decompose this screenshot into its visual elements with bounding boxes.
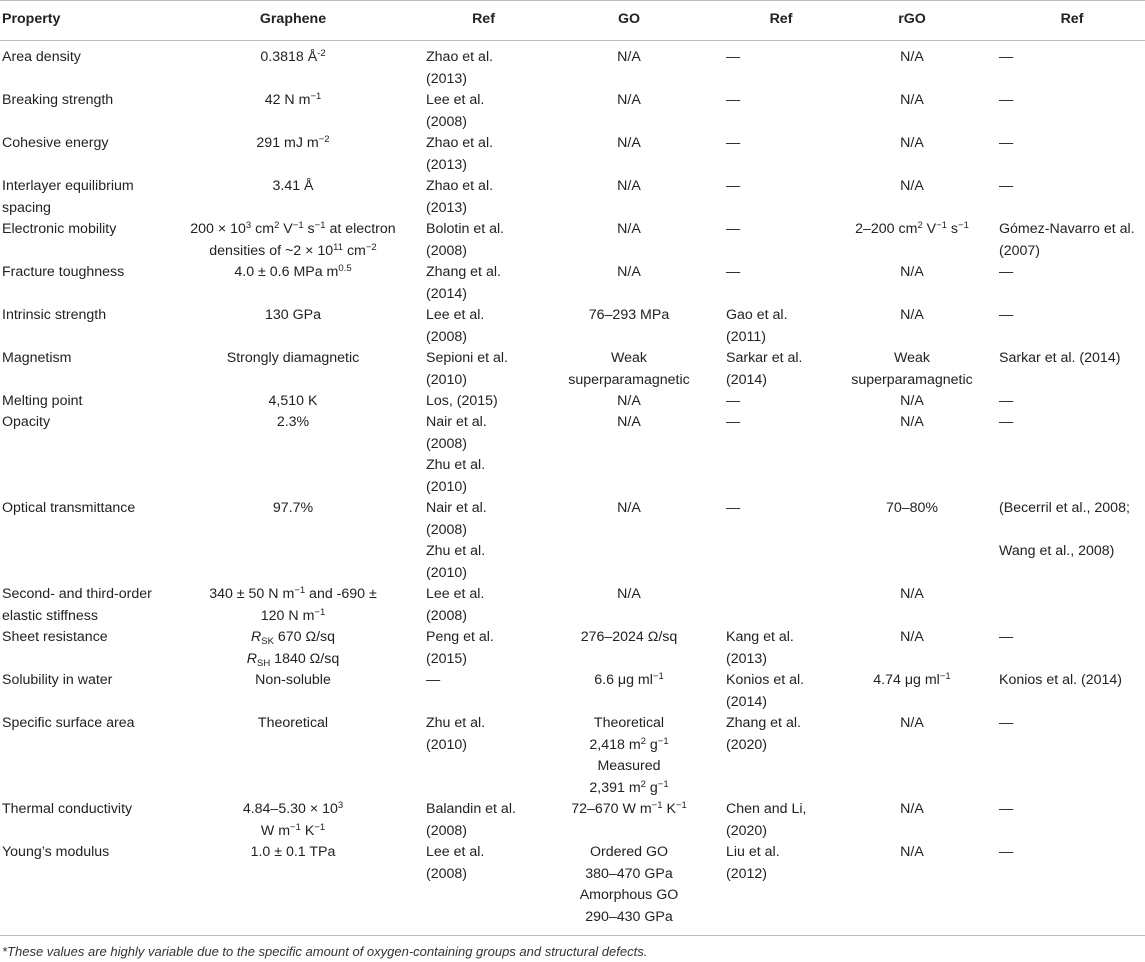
cell-line: (2020) (726, 736, 768, 753)
cell-go (540, 391, 718, 413)
cell-line: N/A (617, 221, 641, 237)
cell-rgo (832, 305, 992, 327)
cell-rgo (832, 584, 992, 606)
cell-line: Zhao et al. (426, 49, 494, 65)
cell-line: Konios et al. (2014) (999, 672, 1123, 688)
cell-graphene (168, 412, 418, 434)
cell-ref-go (726, 176, 836, 198)
cell-line: Peng et al. (426, 629, 494, 645)
cell-graphene (168, 627, 418, 670)
cell-line: 4.0 ± 0.6 MPa $m^{0.5}$ (234, 263, 352, 280)
cell-line: Thermal conductivity (2, 801, 133, 817)
cell-line: N/A (617, 414, 641, 430)
cell-ref-graphene (426, 670, 541, 692)
cell-ref-go (726, 305, 836, 348)
cell-graphene (168, 842, 418, 864)
cell-graphene (168, 47, 418, 69)
cell-line: (2013) (426, 199, 468, 216)
header-rule (0, 40, 1145, 41)
cell-go (540, 90, 718, 112)
cell-line: — (726, 92, 741, 108)
cell-line: Wang et al., 2008) (999, 543, 1115, 559)
cell-go (540, 584, 718, 606)
cell-line: Zhang et al. (426, 264, 501, 280)
cell-line: 130 GPa (264, 307, 321, 323)
cell-rgo (832, 391, 992, 413)
cell-ref-graphene (426, 262, 541, 305)
cell-ref-graphene (426, 713, 541, 756)
cell-line: (2008) (426, 242, 468, 259)
cell-line: 4,510 K (268, 393, 318, 409)
cell-line: Lee et al. (426, 307, 485, 323)
cell-ref-go (726, 47, 836, 69)
cell-line: Strongly diamagnetic (226, 350, 360, 366)
cell-line: — (726, 221, 741, 237)
cell-line: Solubility in water (2, 672, 113, 688)
cell-line: 97.7% (272, 500, 314, 516)
cell-line: $R_{SH}$ 1840 Ω/sq (246, 650, 340, 669)
header-graphene: Graphene (259, 11, 327, 27)
cell-ref-go (726, 713, 836, 756)
cell-line: Second- and third-order (2, 586, 152, 602)
cell-line: (2013) (426, 156, 468, 173)
cell-ref-rgo (999, 348, 1145, 370)
cell-ref-rgo (999, 90, 1145, 112)
cell-rgo (832, 412, 992, 434)
cell-line: Sheet resistance (2, 629, 108, 645)
cell-line: 120 N $m^{-1}$ (260, 606, 326, 624)
cell-go (540, 305, 718, 327)
cell-ref-go (726, 348, 836, 391)
cell-property (2, 305, 167, 327)
cell-line: (2014) (426, 285, 468, 302)
cell-line: Amorphous GO (579, 887, 679, 903)
cell-property (2, 133, 167, 155)
cell-line: N/A (900, 264, 924, 280)
header-ref-go: Ref (769, 11, 793, 27)
cell-property (2, 391, 167, 413)
cell-line: N/A (617, 49, 641, 65)
cell-line: Theoretical (593, 715, 665, 731)
cell-ref-go (726, 627, 836, 670)
cell-rgo (832, 219, 992, 241)
header-ref-rgo: Ref (1060, 11, 1084, 27)
cell-ref-rgo (999, 842, 1145, 864)
cell-line: Cohesive energy (2, 135, 109, 151)
cell-line: Sepioni et al. (426, 350, 509, 366)
cell-ref-graphene (426, 498, 541, 584)
cell-go (540, 219, 718, 241)
cell-line: (2007) (999, 242, 1041, 259)
cell-ref-graphene (426, 348, 541, 391)
cell-line: — (426, 672, 441, 688)
cell-line: Bolotin et al. (426, 221, 505, 237)
cell-ref-rgo (999, 412, 1145, 434)
cell-ref-rgo (999, 670, 1145, 692)
cell-line: 2,418 $m^2$ $g^{-1}$ (589, 735, 669, 753)
cell-line: Specific surface area (2, 715, 135, 731)
cell-line: Intrinsic strength (2, 307, 107, 323)
cell-line: (2008) (426, 607, 468, 624)
cell-line: Sarkar et al. (726, 350, 803, 366)
cell-line: Zhao et al. (426, 178, 494, 194)
cell-graphene (168, 391, 418, 413)
cell-line: Measured (597, 758, 661, 774)
cell-rgo (832, 176, 992, 198)
header-ref-graphene: Ref (472, 11, 495, 27)
cell-line: Optical transmittance (2, 500, 136, 516)
cell-line: N/A (900, 844, 924, 860)
cell-line: Liu et al. (726, 844, 780, 860)
cell-line: N/A (900, 586, 924, 602)
cell-line: — (726, 178, 741, 194)
cell-graphene (168, 90, 418, 112)
cell-line: Kang et al. (726, 629, 794, 645)
cell-ref-rgo (999, 176, 1145, 198)
cell-ref-rgo (999, 627, 1145, 649)
cell-line: Melting point (2, 393, 83, 409)
cell-go (540, 176, 718, 198)
cell-graphene (168, 348, 418, 370)
cell-line: N/A (617, 500, 641, 516)
cell-line: 290–430 GPa (585, 908, 673, 925)
cell-graphene (168, 713, 418, 735)
cell-line: N/A (900, 393, 924, 409)
cell-line: Electronic mobility (2, 221, 117, 237)
header-go: GO (617, 11, 641, 27)
cell-line: N/A (617, 393, 641, 409)
cell-line: Opacity (2, 414, 51, 430)
cell-line: Non-soluble (255, 672, 331, 688)
cell-ref-go (726, 391, 836, 413)
cell-line: (2008) (426, 822, 468, 839)
cell-line: — (999, 844, 1014, 860)
cell-ref-graphene (426, 47, 541, 90)
cell-line: N/A (617, 586, 641, 602)
cell-rgo (832, 627, 992, 649)
cell-line: Lee et al. (426, 586, 485, 602)
cell-line: W $m^{-1}$ $K^{-1}$ (260, 821, 326, 839)
cell-line: 340 ± 50 N $m^{-1}$ and -690 ± (209, 585, 377, 602)
cell-line: N/A (900, 49, 924, 65)
cell-line: — (999, 178, 1014, 194)
cell-ref-graphene (426, 133, 541, 176)
cell-line: N/A (900, 92, 924, 108)
cell-line: — (999, 715, 1014, 731)
cell-rgo (832, 47, 992, 69)
cell-line: 2,391 $m^2$ $g^{-1}$ (589, 778, 669, 796)
cell-line: Weak (610, 350, 647, 366)
cell-line: (2014) (726, 371, 768, 388)
cell-line: Fracture toughness (2, 264, 125, 280)
cell-line: (2010) (426, 478, 468, 495)
cell-line: (2008) (426, 865, 468, 882)
cell-ref-rgo (999, 262, 1145, 284)
cell-line: Ordered GO (589, 844, 669, 860)
cell-ref-go (726, 219, 836, 241)
cell-ref-rgo (999, 799, 1145, 821)
cell-line: N/A (617, 135, 641, 151)
cell-ref-go (726, 90, 836, 112)
cell-ref-rgo (999, 498, 1145, 563)
header-rgo: rGO (898, 11, 926, 27)
cell-line: — (726, 49, 741, 65)
cell-line: Chen and Li, (726, 801, 807, 817)
cell-rgo (832, 670, 992, 692)
cell-property (2, 262, 167, 284)
cell-line: — (999, 801, 1014, 817)
cell-ref-go (726, 498, 836, 520)
cell-line: 2–200 $cm^2$ $V^{-1}$ $s^{-1}$ (855, 220, 969, 237)
cell-line: 42 N $m^{-1}$ (264, 91, 322, 108)
cell-line: Weak (893, 350, 930, 366)
cell-graphene (168, 133, 418, 155)
cell-graphene (168, 305, 418, 327)
header-property: Property (2, 11, 61, 27)
cell-line: N/A (900, 178, 924, 194)
cell-line: N/A (900, 629, 924, 645)
cell-ref-go (726, 412, 836, 434)
cell-line: (2008) (426, 435, 468, 452)
cell-line: Nair et al. (426, 500, 487, 516)
cell-line: — (726, 414, 741, 430)
cell-line: N/A (617, 264, 641, 280)
cell-line: — (726, 264, 741, 280)
cell-line: (2020) (726, 822, 768, 839)
cell-line: Zhang et al. (726, 715, 801, 731)
cell-line: N/A (900, 307, 924, 323)
cell-line: superparamagnetic (851, 371, 973, 388)
cell-line: $4.84-5.30 \times 10^3$ (242, 800, 344, 817)
cell-line: 72–670 W $m^{-1}$ $K^{-1}$ (571, 800, 687, 817)
cell-line: (2014) (726, 693, 768, 710)
cell-go (540, 47, 718, 69)
cell-line: (2015) (426, 650, 468, 667)
cell-line: superparamagnetic (568, 371, 690, 388)
top-rule (0, 0, 1145, 1)
cell-ref-rgo (999, 219, 1145, 262)
cell-line: N/A (617, 92, 641, 108)
cell-ref-rgo (999, 133, 1145, 155)
cell-property (2, 842, 167, 864)
cell-graphene (168, 799, 418, 842)
cell-line: 276–2024 Ω/sq (580, 629, 678, 645)
cell-line: N/A (617, 178, 641, 194)
cell-graphene (168, 584, 418, 627)
cell-line: — (726, 393, 741, 409)
cell-line: Lee et al. (426, 92, 485, 108)
cell-line: Zhu et al. (426, 457, 486, 473)
cell-rgo (832, 799, 992, 821)
cell-line: 380–470 GPa (585, 865, 673, 882)
cell-line: (2008) (426, 328, 468, 345)
cell-line: — (999, 49, 1014, 65)
cell-line: Magnetism (2, 350, 72, 366)
table-footnote: *These values are highly variable due to the specific amount of oxygen-containing groups and structural defects. (2, 944, 648, 959)
cell-ref-rgo (999, 713, 1145, 735)
cell-ref-graphene (426, 412, 541, 498)
cell-line: Sarkar et al. (2014) (999, 350, 1121, 366)
cell-ref-graphene (426, 799, 541, 842)
cell-ref-graphene (426, 584, 541, 627)
cell-property (2, 713, 167, 735)
cell-rgo (832, 842, 992, 864)
cell-line: Zhao et al. (426, 135, 494, 151)
cell-graphene (168, 670, 418, 692)
cell-ref-go (726, 799, 836, 842)
cell-property (2, 47, 167, 69)
cell-ref-go (726, 262, 836, 284)
cell-go (540, 412, 718, 434)
cell-line: 1.0 ± 0.1 TPa (250, 844, 336, 860)
cell-ref-go (726, 842, 836, 885)
cell-line: (2010) (426, 371, 468, 388)
cell-property (2, 670, 167, 692)
cell-line: Los, (2015) (426, 393, 498, 409)
cell-line: 4.74 μg $ml^{-1}$ (873, 671, 951, 688)
cell-go (540, 842, 718, 928)
cell-ref-graphene (426, 90, 541, 133)
cell-rgo (832, 90, 992, 112)
cell-line: 291 mJ $m^{-2}$ (256, 134, 330, 151)
cell-line: Breaking strength (2, 92, 114, 108)
bottom-rule (0, 935, 1145, 936)
cell-line: (2011) (726, 328, 766, 345)
cell-line: N/A (900, 801, 924, 817)
cell-line: (2013) (726, 650, 768, 667)
cell-go (540, 713, 718, 799)
cell-go (540, 498, 718, 520)
cell-property (2, 412, 167, 434)
cell-line: Gao et al. (726, 307, 788, 323)
cell-graphene (168, 262, 418, 284)
cell-line: (2010) (426, 564, 468, 581)
cell-line: 3.41 Å (272, 178, 314, 194)
cell-line: (2012) (726, 865, 768, 882)
cell-line: Theoretical (257, 715, 329, 731)
cell-rgo (832, 348, 992, 391)
cell-line: 70–80% (885, 500, 939, 516)
cell-graphene (168, 219, 418, 262)
cell-ref-graphene (426, 842, 541, 885)
cell-property (2, 90, 167, 112)
cell-ref-graphene (426, 391, 541, 413)
cell-ref-graphene (426, 305, 541, 348)
cell-graphene (168, 176, 418, 198)
cell-ref-graphene (426, 627, 541, 670)
cell-line (999, 520, 1145, 542)
cell-line: N/A (900, 715, 924, 731)
cell-go (540, 670, 718, 692)
cell-line: 6.6 μg $ml^{-1}$ (594, 671, 664, 688)
cell-property (2, 348, 167, 370)
cell-line: (2008) (426, 113, 468, 130)
cell-rgo (832, 713, 992, 735)
cell-property (2, 584, 167, 627)
cell-line: Nair et al. (426, 414, 487, 430)
cell-line: $200 \times 10^3$ $cm^2$ $V^{-1}$ $s^{-1}$ at electron (190, 220, 396, 237)
cell-line: spacing (2, 199, 51, 216)
cell-go (540, 799, 718, 821)
cell-line: N/A (900, 414, 924, 430)
cell-go (540, 348, 718, 391)
cell-ref-graphene (426, 219, 541, 262)
cell-graphene (168, 498, 418, 520)
cell-line: 76–293 MPa (588, 307, 670, 323)
cell-line: Young’s modulus (2, 844, 110, 860)
cell-go (540, 627, 718, 649)
cell-line: — (999, 307, 1014, 323)
cell-rgo (832, 262, 992, 284)
cell-line: densities of ~2 × $10^{11}$ $cm^{-2}$ (209, 241, 377, 259)
cell-line: Balandin et al. (426, 801, 516, 817)
cell-rgo (832, 133, 992, 155)
cell-line: Zhu et al. (426, 715, 486, 731)
cell-line: Interlayer equilibrium (2, 178, 134, 194)
cell-property (2, 799, 167, 821)
cell-property (2, 498, 167, 520)
cell-line: — (726, 135, 741, 151)
cell-go (540, 133, 718, 155)
cell-line: elastic stiffness (2, 607, 98, 624)
cell-line: — (726, 500, 741, 516)
cell-line: Area density (2, 49, 81, 65)
cell-line: 2.3% (276, 414, 310, 430)
cell-line: $R_{SK}$ 670 Ω/sq (250, 629, 336, 647)
cell-property (2, 219, 167, 241)
cell-line: N/A (900, 135, 924, 151)
cell-line: (2010) (426, 736, 468, 753)
cell-ref-rgo (999, 391, 1145, 413)
cell-line: — (999, 135, 1014, 151)
cell-line: — (999, 264, 1014, 280)
cell-line: — (999, 414, 1014, 430)
cell-line: Gómez-Navarro et al. (999, 221, 1135, 237)
cell-line: (2008) (426, 521, 468, 538)
cell-line: Lee et al. (426, 844, 485, 860)
cell-ref-go (726, 670, 836, 713)
cell-line: — (999, 393, 1014, 409)
cell-go (540, 262, 718, 284)
cell-line: — (999, 92, 1014, 108)
cell-line: — (999, 629, 1014, 645)
cell-line: (Becerril et al., 2008; (999, 500, 1130, 516)
cell-line: Konios et al. (726, 672, 805, 688)
cell-ref-rgo (999, 47, 1145, 69)
cell-line: (2013) (426, 70, 468, 87)
cell-line: 0.3818 $Å^{-2}$ (260, 48, 326, 65)
cell-ref-go (726, 133, 836, 155)
cell-line: Zhu et al. (426, 543, 486, 559)
cell-ref-graphene (426, 176, 541, 219)
cell-ref-rgo (999, 305, 1145, 327)
cell-property (2, 627, 167, 649)
cell-rgo (832, 498, 992, 520)
cell-property (2, 176, 167, 219)
